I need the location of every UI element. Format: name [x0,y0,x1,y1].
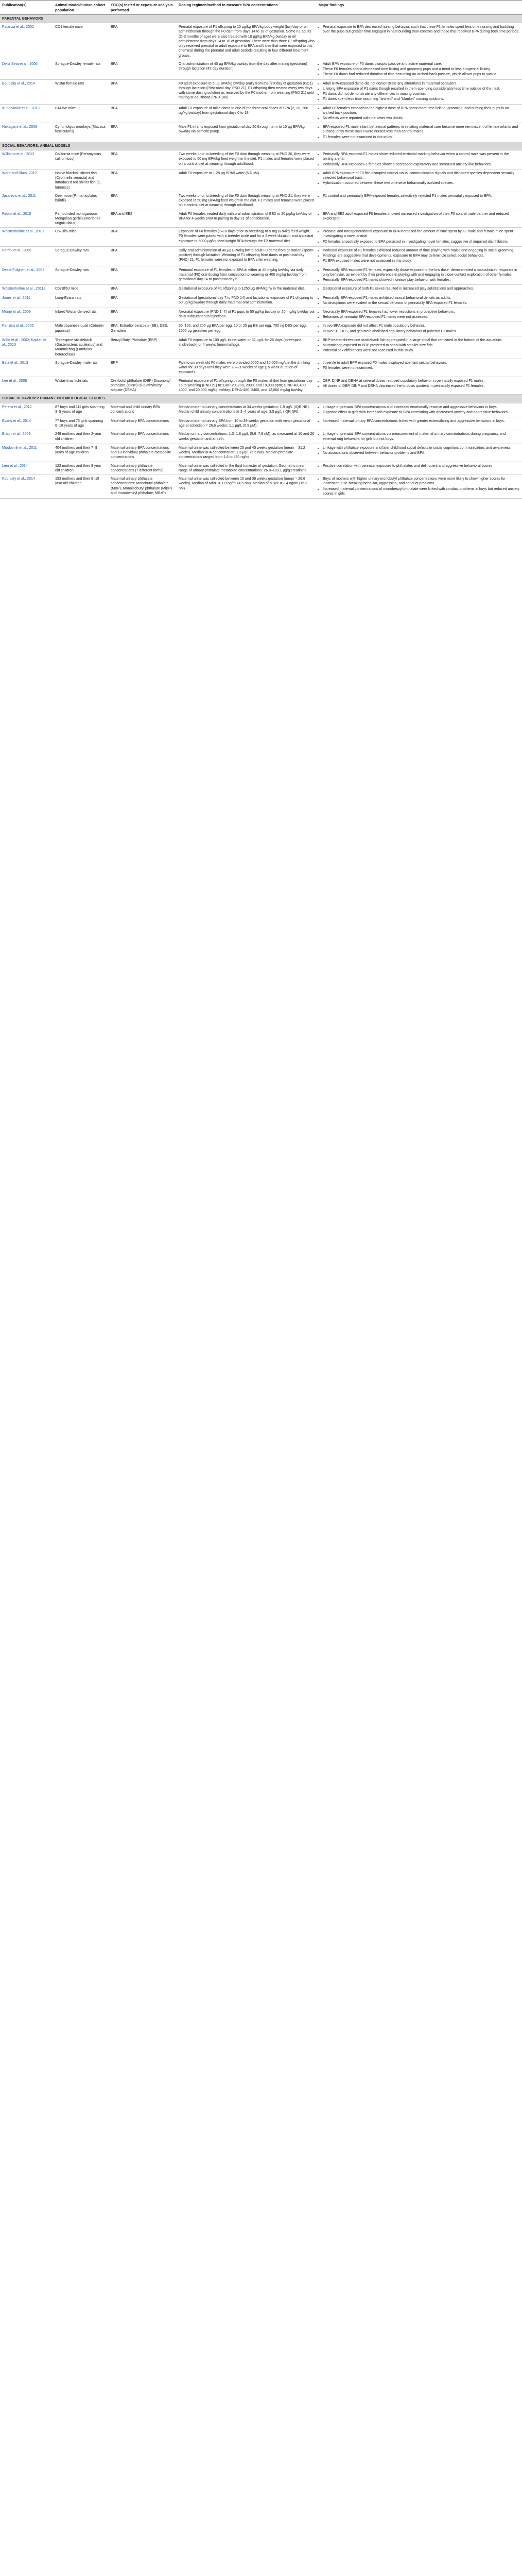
publication-cell[interactable]: Nakagami et al., 2009 [0,123,53,142]
findings-list [319,361,520,370]
finding-item: • No effects were reported with the lower two doses. [323,116,520,121]
table-row [0,359,522,377]
findings-list [319,81,520,102]
dosing-cell: Perinatal exposure of F1 offspring through the F0 maternal diet from gestational day 15 to weaning (PND 21) to: DBP-20, 200, 2000, and 10,000 ppm; DINP-40, 400, 4000, and 20,000 mg/kg bw/day; DEHA-480, 2400, and 12,000 mg/kg bw/day. [177,377,317,395]
findings-cell [317,210,522,228]
dosing-cell: Gestational (gestational day 7 to PND 14) and lactational exposure of F1 offspring to 50 μg/kg bw/day through daily maternal oral administration. [177,294,317,308]
dosing-cell: Adult F0 exposure to 1.28 μg BPA/l water (5.6 μM). [177,169,317,192]
edc-cell: BPA [109,308,177,322]
publication-cell[interactable]: Dessì-Fulgheri et al., 2002 [0,266,53,285]
finding-item: • Findings are suggestive that developmental exposure to BPA may defeminize select social behaviors. [323,253,520,258]
publication-cell[interactable]: Panzica et al., 2005 [0,322,53,336]
finding-item: • Linkage with phthalate exposure and later childhood social deficits in social cognition, communication, and awareness. [323,446,520,450]
edc-cell: BPA [109,23,177,60]
publication-cell[interactable]: Ward and Blum, 2012 [0,169,53,192]
model-cell: Sprague-Dawley rats [53,246,109,266]
finding-item: • F1 females were not examined in this study. [323,135,520,140]
header-row [0,1,522,15]
model-cell: Threespine stickleback (Gasterosteus aculeatus) and Mummichog (Fundulus heteroclitus) [53,336,109,359]
publication-cell[interactable]: Miodovnik et al., 2011 [0,444,53,462]
findings-cell [317,322,522,336]
finding-item: • In ovo EB, DES, and genistein abolished copulatory behaviors of pubertal F1 males. [323,329,520,334]
edc-cell: BPA and EE2 [109,210,177,228]
model-cell: Sprague-Dawley rats [53,266,109,285]
edc-cell: BPA, Estradiol benzoate (EB), DES, Genistein [109,322,177,336]
table-row [0,23,522,60]
publication-cell[interactable]: Lee et al., 2006 [0,377,53,395]
finding-item: • Juvenile to adult BPP exposed F0 males displayed aberrant sexual behaviors. [323,361,520,365]
dosing-cell: Oral administration of 40 μg BPA/kg bw/day from the day after mating (gestation) through lactation (42 day duration). [177,60,317,79]
finding-item: • Potential sex differences were not assessed in this study. [323,348,520,353]
table-row [0,79,522,104]
edc-cell: BPA [109,266,177,285]
findings-list [319,194,520,198]
dosing-cell: Daily oral administration of 40 μg BPA/kg bw to adult F0 dams from gestation (sperm positive) through lactation. Weaning of F1 offspring from dams at postnatal day (PND) 21. F1 females were not exposed to BPA after weaning. [177,246,317,266]
model-cell: 404 mothers and their 7–9 years of age children [53,444,109,462]
header-publications: Publication(s) [0,1,53,15]
finding-item: • Increased maternal concentrations of monobenzyl phthalate were linked with conduct problems in boys but reduced anxiety scores in girls. [323,487,520,496]
model-cell: Deer mice (P. maniculatus bairdii) [53,192,109,210]
finding-item: • Behaviors of neonatal BPA-exposed F1 males were not assessed. [323,315,520,319]
findings-table [0,0,522,499]
section-title: SOCIAL BEHAVIORS: ANIMAL MODELS [0,142,522,150]
findings-list [319,171,520,186]
table-row [0,444,522,462]
edc-cell: BPP [109,359,177,377]
findings-cell [317,266,522,285]
finding-item: • Linkage of prenatal BPA concentrations and increased emotionally reactive and aggressive behaviors in boys. [323,405,520,410]
findings-list [319,248,520,264]
edc-cell: Di-n-butyl phthalate (DBP) Diisononyl phthalate (DINP) Di-2-ethylhexyl adipate (DEHA) [109,377,177,395]
model-cell: 122 mothers and their 8 year old children [53,462,109,474]
section-title: PARENTAL BEHAVIORS [0,15,522,23]
dosing-cell: Adult F0 females treated daily with oral administration of EE2 or 20 μg/kg bw/day of BPA for 4 weeks prior to pairing to day 21 of cohabitation. [177,210,317,228]
findings-list [319,286,520,291]
edc-cell: BPA [109,228,177,247]
publication-cell[interactable]: Perera et al., 2012 [0,403,53,417]
findings-list [319,324,520,333]
finding-item: • F1 dams spent less time assuming "arched" and "blanket" nursing positions. [323,97,520,101]
finding-item: • BPA and EE2 adult exposed F0 females showed increased investigation of their F0 control male partner and reduced exploration. [323,212,520,221]
edc-cell: Maternal urinary phthalate concentrations: Monobutyl phthalate (MBP), Monoisobutyl phthalate (MiBP) and monobenzyl phthalate, MBzP) [109,475,177,499]
table-body [0,15,522,499]
table-row [0,475,522,499]
finding-item: • Perinatally BPA-exposed F1 males showed increase play behavior with females. [323,278,520,282]
publication-cell[interactable]: Evans et al., 2014 [0,417,53,430]
findings-cell [317,359,522,377]
publication-cell[interactable]: Wolstenholme et al., 2011a [0,285,53,294]
table-row [0,169,522,192]
findings-cell [317,336,522,359]
dosing-cell: Maternal urine was collected between 25 and 40 weeks gestation (mean = 31.2 weeks). Median BPA concentration: 1.3 μg/L (5.6 nM). Median phthalate concentrations ranged from 1.6 to 430 ng/ml. [177,444,317,462]
model-cell: C57Bl/6 mice [53,228,109,247]
dosing-cell: Median urinary concentrations: 1.3–1.8 μg/L (5.6–7.9 nM), as measured at 16 and 26 weeks gestation and at birth. [177,430,317,444]
section-title: SOCIAL BEHAVIORS: HUMAN EPIDEMIOLOGICAL STUDIES [0,395,522,403]
finding-item: • Opposite effect in girls with increased exposure to BPA correlating with decreased anxiety and aggressive behaviors. [323,410,520,415]
dosing-cell: Adult F0 exposure of mice dams to one of the three oral doses of BPA (2, 20, 200 μg/kg bw/day) from gestational days 0 to 19. [177,104,317,123]
finding-item: • F1 BPA exposed males were not assessed in this study. [323,259,520,263]
edc-cell: BPA [109,79,177,104]
finding-item: • Adult BPA exposure of F0 dams disrupts passive and active maternal care. [323,62,520,66]
findings-list [319,477,520,496]
model-cell: Cynomolgus monkeys (Macaca fascicularis) [53,123,109,142]
finding-item: • BBP-treated threespine stickleback fish aggregated in a large shoal that remained at the bottom of the aquarium. [323,338,520,343]
finding-item: • F1 dams did not demonstrate any differences in nursing position. [323,92,520,96]
finding-item: • No disruptions were evident in the sexual behavior of perinatally BPA-exposed F1 females. [323,301,520,306]
edc-cell: BPA [109,150,177,170]
findings-cell [317,228,522,247]
publication-cell[interactable]: Della Seta et al., 2005 [0,60,53,79]
dosing-cell: Maternal urine was collected between 10 and 39 weeks gestation (mean = 26.6 weeks). Median of MiBP = 1.0 ng/ml (4.5 nM). Median of MBzP = 3.4 ng/ml (15.3 nM). [177,475,317,499]
findings-list [319,212,520,221]
model-cell: Peri-bonded monogamous Mongolian gerbils (Meriones unguiculatus) [53,210,109,228]
edc-cell: Maternal urinary phthalate concentrations (7 different forms) [109,462,177,474]
header-edc-tested: EDC(s) tested or exposure analysis performed [109,1,177,15]
table-row [0,462,522,474]
findings-cell [317,444,522,462]
table-row [0,417,522,430]
finding-item: • Gestational exposure of both F1 sexes resulted in increased play solicitations and approaches. [323,286,520,291]
publication-cell[interactable]: Palanza et al., 2002 [0,23,53,60]
finding-item: • Perinatally BPA-exposed F1 females showed decreased exploratory and increased anxiety-like behaviors. [323,162,520,167]
header-animal-model: Animal model/human cohort population [53,1,109,15]
findings-list [319,296,520,306]
dosing-cell: 50, 100, and 200 μg BPA per egg. 10 or 25 μg EB per egg. 700 ng DES per egg. 1000 μg genistein per egg. [177,322,317,336]
findings-list [319,446,520,455]
table-row [0,377,522,395]
finding-item: • Neonatally BPA-exposed F1 females had lower reductions in proceptive behaviors. [323,310,520,314]
dosing-cell: Gestational exposure of F1 offspring to 1250 μg BPA/kg fw in the maternal diet. [177,285,317,294]
publication-cell[interactable]: Jasarevic et al., 2011 [0,192,53,210]
table-row [0,228,522,247]
model-cell: Wistar-Imamichi rats [53,377,109,395]
findings-list [319,464,520,468]
finding-item: • Adult BPA exposure of F0 fish disrupted normal visual communication signals and disrupted species-dependent sexually selected behavioral traits. [323,171,520,180]
finding-item: • F1 control and perinatally BPA-exposed females selectively rejected F1 males perinatally exposed to BPA. [323,194,520,198]
publication-cell[interactable]: Kobrosly et al., 2014 [0,475,53,499]
edc-cell: BPA [109,285,177,294]
dosing-cell: Exposure of F0 females (7–10 days prior to breeding) to 5 mg BPA/kg feed weight. F0 females were paired with a breeder male and for a 2 week duration and ancestral exposure to 5000 μg/kg feed weight BPA through the F2 maternal diet. [177,228,317,247]
section-header-row [0,395,522,403]
finding-item: • DBP, DINP and DEHA at several doses reduced copulatory behavior in perinatally exposed F1 males. [323,379,520,383]
findings-list [319,152,520,167]
findings-cell [317,308,522,322]
finding-item: • Increased maternal urinary BPA concentrations linked with greater externalizing and aggressive behaviors in boys. [323,419,520,423]
dosing-cell: Perinatal exposure of F1 females to BPA at either at 40 mg/kg bw/day via daily maternal (F0) oral dosing from conception to weaning or 400 mg/kg bw/day from gestational day 14 to postnatal day 6. [177,266,317,285]
table-row [0,285,522,294]
model-cell: 153 mothers and their 6–10 year old children [53,475,109,499]
publication-cell[interactable]: Porrini et al., 2005 [0,246,53,266]
findings-list [319,106,520,121]
table-row [0,123,522,142]
finding-item: • Perinatally BPA-exposed F1 females, especially those exposed to the low dose, demonstrated a masculinized response in play behavior, as evident by their preference in playing with and engaging in close-contact exploration of other females. [323,268,520,277]
findings-cell [317,123,522,142]
edc-cell: BPA [109,169,177,192]
findings-list [319,268,520,283]
findings-list [319,229,520,244]
finding-item: • Linkage of prenatal BPA concentrations via measurement of maternal urinary concentrations during pregnancy and externalizing behaviors for girls but not boys. [323,432,520,441]
model-cell: Native blacktail shiner fish (Cyprinella venusta) and introduced red shiner fish (C. lutrensis) [53,169,109,192]
model-cell: Wistar female rats [53,79,109,104]
finding-item: • Mummichog exposed to BBP preferred to shoal with smaller size fish. [323,343,520,348]
findings-cell [317,104,522,123]
edc-cell: Maternal and child urinary BPA concentrations [109,403,177,417]
model-cell: 87 boys and 111 girls spanning 3–5 years of age [53,403,109,417]
header-major-findings: Major findings [317,1,522,15]
model-cell: C57Bl/6J mice [53,285,109,294]
finding-item: • No associations observed between behavior problems and BPA. [323,451,520,455]
table-row [0,336,522,359]
table-row [0,430,522,444]
findings-list [319,310,520,319]
model-cell: 77 boys and 76 girls spanning 6–10 years of age [53,417,109,430]
findings-list [319,338,520,353]
publication-cell[interactable]: Williams et al., 2013 [0,150,53,170]
dosing-cell: Five to six week old F0 males were provided 5000 and 10,000 mg/L in the drinking water for 30 days until they were 20–21 weeks of age (15 week duration of exposure). [177,359,317,377]
dosing-cell: Two weeks prior to breeding of the F0 dam through weaning at PND 21, they were exposed to 50 mg BPA/kg feed weight in the diet. F1 males and females were placed on a control diet at weaning through adulthood. [177,192,317,210]
finding-item: • These F0 females spend decreased time licking and grooming pups and a trend to less anogenital licking. [323,67,520,72]
dosing-cell: Prenatal exposure of F1 offspring to 10 μg/kg BPA/kg body weight (bw)/day or oil administration through the F0 dam from days 14 to 18 of gestation. Some F1 adults (2–3 months of age) were also treated with 10 μg/kg BPA/kg bw/day or oil administered from days 14 to 18 of gestation. There were thus three F1 offspring who only received prenatal or adult exposure to BPA and those that were exposed to this chemical during the prenatal and adult periods resulting in four different treatment groups. [177,23,317,60]
model-cell: 249 mothers and their 2-year old children [53,430,109,444]
table-row [0,246,522,266]
dosing-cell: F0 adult exposure to 5 μg BPA/kg bw/day orally from the first day of gestation (GD1) through lactation (Post-natal day, PND 21). F1 offspring then treated every two days with same dosing solution as received by the F0 mother from weaning (PND 21) until mating at adulthood (PND 100). [177,79,317,104]
model-cell: Inbred Wistar-derived rats [53,308,109,322]
publication-cell[interactable]: Wibe et al., 2002; Kaplan et al., 2013 [0,336,53,359]
table-row [0,403,522,417]
edc-cell: BPA [109,104,177,123]
finding-item: • All doses of DBP, DINP and DEHA decreased the lordosis quotient in perinatally exposed F1 females. [323,384,520,388]
publication-cell[interactable]: Wolstenholme et al., 2013 [0,228,53,247]
table-row [0,192,522,210]
publication-cell[interactable]: Betz et al., 2013 [0,359,53,377]
findings-cell [317,192,522,210]
model-cell: California mice (Peromyscus californicus) [53,150,109,170]
finding-item: • Perinatally BPA-exposed F1 males show reduced territorial marking behavior when a control male was present in the testing arena. [323,152,520,161]
findings-list [319,25,520,34]
table-row [0,150,522,170]
dosing-cell: Maternal urine was collected in the third trimester of gestation. Geometric mean range of urinary phthalate metabolite concentrations: 26.8–109.1 μg/g creatinine. [177,462,317,474]
findings-cell [317,294,522,308]
findings-cell [317,246,522,266]
finding-item: • F0 females were not examined. [323,366,520,370]
dosing-cell: Median maternal urinary BPA from 10 to 39 weeks gestation with mean gestational age at collection = 26.6 weeks: 1.1 μg/L (6.9 μM). [177,417,317,430]
findings-cell [317,417,522,430]
model-cell: Sprague-Dawley female rats [53,60,109,79]
publication-cell[interactable]: Rebuli et al., 2015 [0,210,53,228]
model-cell: BALB/c mice [53,104,109,123]
finding-item: • Lifelong BPA exposure of F1 dams though resulted in them spending considerably less time outside of the nest. [323,87,520,91]
publication-cell[interactable]: Jones et al., 2011 [0,294,53,308]
findings-cell [317,60,522,79]
table-row [0,322,522,336]
edc-cell: BPA [109,294,177,308]
findings-cell [317,169,522,192]
finding-item: • In ovo BPA exposure did not affect F1 male copulatory behavior. [323,324,520,328]
findings-cell [317,475,522,499]
edc-cell: Maternal urinary BPA concentrations and 10 individual phthalate metabolite concentrations [109,444,177,462]
findings-list [319,125,520,140]
finding-item: • These F0 dams had reduced duration of time assuming an arched-back posture, which allows pups to suckle. [323,72,520,77]
model-cell: Long-Evans rats [53,294,109,308]
finding-item: • Positive correlation with perinatal exposure to phthalates and delinquent and aggressive behavioral scores. [323,464,520,468]
findings-list [319,419,520,423]
findings-cell [317,403,522,417]
table-row [0,60,522,79]
table-row [0,294,522,308]
findings-cell [317,150,522,170]
section-header-row [0,15,522,23]
dosing-cell: Neonatal exposure (PND 1–7) of F1 pups to 50 μg/kg bw/day or 20 mg/kg bw/day via daily subcutaneous injections. [177,308,317,322]
findings-cell [317,430,522,444]
finding-item: • Prenatal exposure to BPA decreased nursing behavior, such that these F1 females spent less time nursing and huddling over the pups but greater time engaged in nest building than controls and those that received BPA during both time periods. [323,25,520,34]
table-row [0,104,522,123]
edc-cell: BPA [109,246,177,266]
finding-item: • Hybridization occurred between these two otherwise behaviorally isolated species. [323,181,520,185]
findings-list [319,405,520,415]
dosing-cell: Male F1 infants exposed from gestational day 20 through term to 10 μg BPA/kg bw/day via osmotic pump. [177,123,317,142]
table-row [0,308,522,322]
findings-list [319,379,520,388]
finding-item: • Adult F0 females exposed to the highest dose of BPA spent more time licking, grooming, and nursing their pups in an arched back position. [323,106,520,115]
header-dosing-regimen: Dosing regimen/method to measure BPA concentrations [177,1,317,15]
dosing-cell: Median maternal urinary concentrations at 34 weeks gestation: 1.9 μg/L (IQR NR). Median child urinary concentrations at 3–4 years of age: 3.5 μg/L (IQR NR). [177,403,317,417]
finding-item: • Adult BPA-exposed dams did not demonstrate any alterations in maternal behaviors. [323,81,520,86]
publication-cell[interactable]: Monje et al., 2009 [0,308,53,322]
dosing-cell: Two weeks prior to breeding of the F0 dam through weaning at PND 30, they were exposed to 50 mg BPA/kg feed weight in the diet. F1 males and females were placed on a control diet at weaning through adulthood. [177,150,317,170]
publication-cell[interactable]: Boudalia et al., 2014 [0,79,53,104]
finding-item: • Perinatal exposure of F1 females exhibited reduced amount of time playing with males and engaging in social grooming. [323,248,520,253]
section-header-row [0,142,522,150]
edc-cell: Maternal urinary BPA concentrations [109,430,177,444]
findings-cell [317,79,522,104]
findings-cell [317,462,522,474]
edc-cell: BPA [109,123,177,142]
finding-item: • BPA-exposed F1 male infant behavioral patterns in initiating maternal care became more reminiscent of female infants and subsequently these males were nursed less than control males. [323,125,520,134]
publication-cell[interactable]: Braun et al., 2009 [0,430,53,444]
finding-item: • Perinatally BPA-exposed F1 males exhibited sexual behavioral deficits as adults. [323,296,520,300]
findings-cell [317,285,522,294]
edc-cell: BPA [109,60,177,79]
finding-item: • F2 females ancestrally exposed to BPA persisted in investigating novel females, suggestive of impaired disinhibition. [323,240,520,244]
findings-cell [317,377,522,395]
findings-list [319,62,520,77]
findings-cell [317,23,522,60]
model-cell: Male Japanese quail (Coturnix japonica) [53,322,109,336]
model-cell: CD1 female mice [53,23,109,60]
model-cell: Sprague-Dawley male rats [53,359,109,377]
findings-list [319,432,520,441]
edc-cell: Maternal urinary BPA concentrations [109,417,177,430]
publication-cell[interactable]: Kundakovic et al., 2013 [0,104,53,123]
edc-cell: BPA [109,192,177,210]
edc-cell: Benzyl Butyl Phthalate (BBP) [109,336,177,359]
finding-item: • Prenatal and transgenerational exposure to BPA increased the amount of time spent by F1 male and female mice spent investigating a novel animal. [323,229,520,239]
table-row [0,210,522,228]
dosing-cell: Adult F0 exposure to 100 μg/L in the water or 32 μg/L for 26 days (threespine stickleback) or 4 weeks (mummichog). [177,336,317,359]
table-row [0,266,522,285]
publication-cell[interactable]: Lien et al., 2014 [0,462,53,474]
finding-item: • Boys of mothers with higher urinary monobutyl phthalate concentrations were more likely to show higher scores for inattention, rule-breaking behavior, aggression, and conduct problems. [323,477,520,486]
